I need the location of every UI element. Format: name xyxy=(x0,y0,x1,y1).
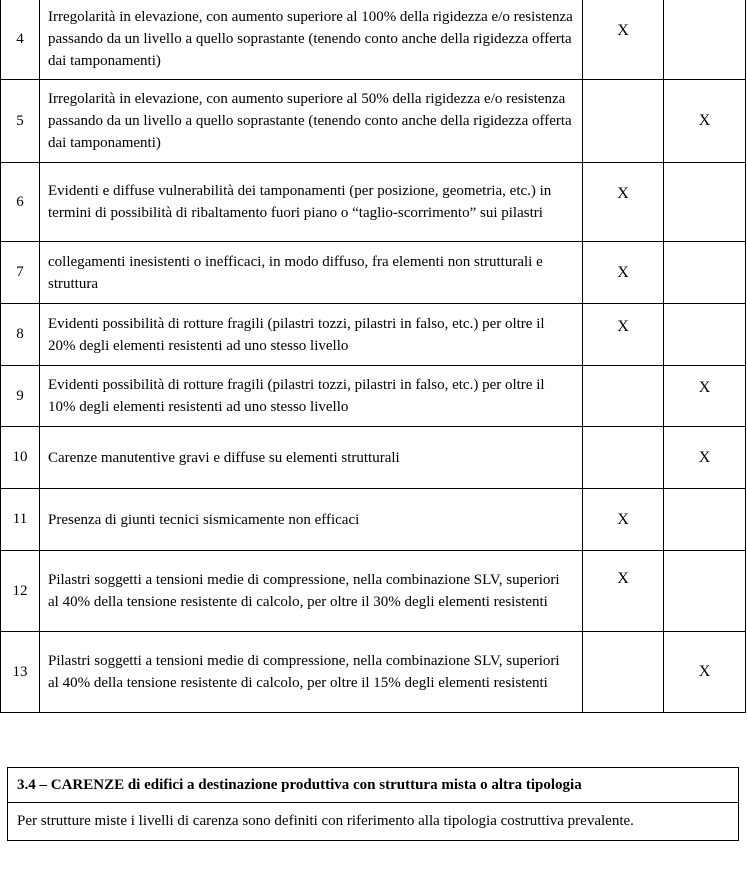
row-number: 9 xyxy=(1,366,40,427)
table-row xyxy=(1,366,746,427)
mark-x: X xyxy=(617,510,629,528)
mark-cell-first xyxy=(583,366,664,427)
mark-cell-first xyxy=(583,427,664,489)
row-number: 8 xyxy=(1,304,40,366)
mark-x: X xyxy=(698,448,711,466)
mark-x: X xyxy=(698,112,711,129)
mark-cell-first xyxy=(583,632,664,713)
mark-x: X xyxy=(617,22,629,39)
table-row xyxy=(1,489,746,551)
mark-cell-second xyxy=(664,80,746,163)
mark-cell-second xyxy=(664,489,746,551)
mark-cell-first xyxy=(583,0,664,80)
table-row xyxy=(1,80,746,163)
row-number: 4 xyxy=(1,0,40,80)
row-description: Pilastri soggetti a tensioni medie di compressione, nella combinazione SLV, superiori al 40% della tensione resistente di calcolo, per oltre il 30% degli elementi resistenti xyxy=(40,551,583,632)
mark-cell-second xyxy=(664,427,746,489)
row-number: 7 xyxy=(1,242,40,304)
row-description: Evidenti possibilità di rotture fragili (pilastri tozzi, pilastri in falso, etc.) per oltre il 10% degli elementi resistenti ad uno stesso livello xyxy=(40,366,583,427)
table-row xyxy=(1,551,746,632)
mark-x: X xyxy=(617,570,629,587)
mark-cell-second xyxy=(664,632,746,713)
section-3-4 xyxy=(7,767,739,841)
mark-x: X xyxy=(617,185,629,202)
row-description: Presenza di giunti tecnici sismicamente non efficaci xyxy=(40,489,583,551)
mark-cell-second xyxy=(664,163,746,242)
mark-cell-second xyxy=(664,304,746,366)
section-heading: 3.4 – CARENZE di edifici a destinazione produttiva con struttura mista o altra tipologia xyxy=(8,768,739,803)
row-description: Evidenti e diffuse vulnerabilità dei tamponamenti (per posizione, geometria, etc.) in termini di possibilità di ribaltamento fuori piano o “taglio-scorrimento” sui pilastri xyxy=(40,163,583,242)
row-number: 10 xyxy=(1,427,40,489)
section-body: Per strutture miste i livelli di carenza sono definiti con riferimento alla tipologia costruttiva prevalente. xyxy=(8,803,739,841)
mark-cell-second xyxy=(664,366,746,427)
mark-cell-first xyxy=(583,489,664,551)
table-row xyxy=(1,304,746,366)
row-description: Irregolarità in elevazione, con aumento superiore al 50% della rigidezza e/o resistenza passando da un livello a quello soprastante (tenendo conto anche della rigidezza offerta dai tamponamenti) xyxy=(40,80,583,163)
mark-x: X xyxy=(617,263,629,281)
mark-cell-first xyxy=(583,304,664,366)
row-number: 6 xyxy=(1,163,40,242)
table-row xyxy=(1,632,746,713)
mark-x: X xyxy=(617,317,629,335)
table-row xyxy=(1,0,746,80)
row-description: Pilastri soggetti a tensioni medie di compressione, nella combinazione SLV, superiori al 40% della tensione resistente di calcolo, per oltre il 15% degli elementi resistenti xyxy=(40,632,583,713)
mark-cell-first xyxy=(583,80,664,163)
mark-cell-first xyxy=(583,242,664,304)
table-row xyxy=(1,163,746,242)
table-row xyxy=(1,242,746,304)
row-number: 12 xyxy=(1,551,40,632)
row-number: 13 xyxy=(1,632,40,713)
row-description: Carenze manutentive gravi e diffuse su elementi strutturali xyxy=(40,427,583,489)
row-number: 5 xyxy=(1,80,40,163)
row-description: Irregolarità in elevazione, con aumento superiore al 100% della rigidezza e/o resistenza passando da un livello a quello soprastante (tenendo conto anche della rigidezza offerta dai tamponamenti) xyxy=(40,0,583,80)
mark-x: X xyxy=(698,663,711,680)
row-description: collegamenti inesistenti o inefficaci, in modo diffuso, fra elementi non strutturali e struttura xyxy=(40,242,583,304)
table-row xyxy=(1,427,746,489)
row-description: Evidenti possibilità di rotture fragili (pilastri tozzi, pilastri in falso, etc.) per oltre il 20% degli elementi resistenti ad uno stesso livello xyxy=(40,304,583,366)
mark-cell-first xyxy=(583,163,664,242)
row-number: 11 xyxy=(1,489,40,551)
mark-cell-second xyxy=(664,551,746,632)
mark-cell-second xyxy=(664,0,746,80)
mark-cell-first xyxy=(583,551,664,632)
mark-cell-second xyxy=(664,242,746,304)
mark-x: X xyxy=(698,379,711,396)
